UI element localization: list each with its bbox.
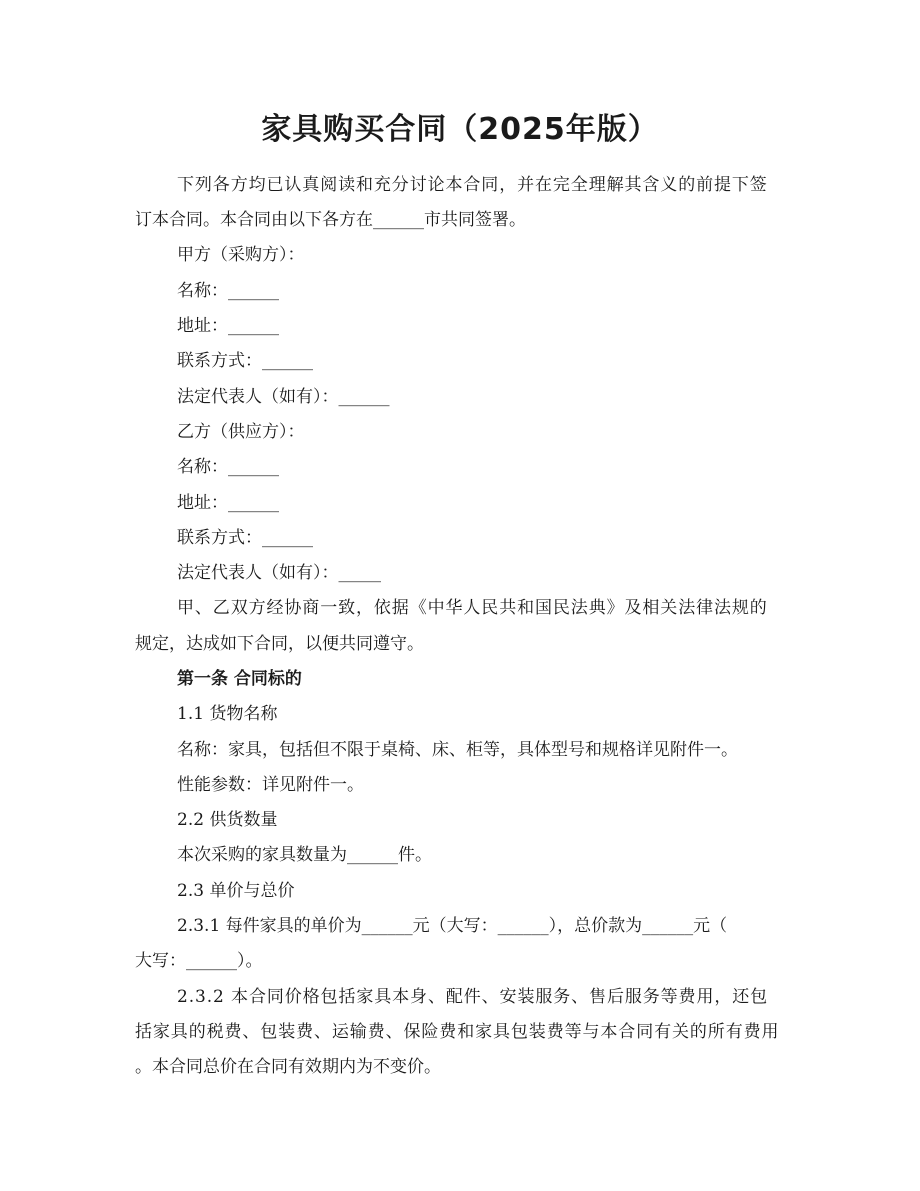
party-a-legal-rep: 法定代表人（如有）：______: [177, 387, 390, 407]
party-b-address: 地址：______: [177, 493, 279, 513]
party-b-heading: 乙方（供应方）：: [177, 422, 305, 442]
document-title: 家具购买合同（2025年版）: [261, 112, 659, 147]
party-b-name: 名称：______: [177, 457, 279, 477]
section-2-2-text: 本次采购的家具数量为______件。: [177, 845, 432, 865]
party-a-address: 地址：______: [177, 316, 279, 336]
intro-line-2: 订本合同。本合同由以下各方在______市共同签署。: [135, 210, 526, 230]
section-2-3-1-line-1: 2.3.1 每件家具的单价为______元（大写：______），总价款为______元（: [177, 916, 728, 936]
section-1-1-heading: 1.1 货物名称: [177, 704, 278, 724]
section-2-3-2-line-2: 括家具的税费、包装费、运输费、保险费和家具包装费等与本合同有关的所有费用: [135, 1022, 780, 1042]
section-2-3-1-line-2: 大写：______）。: [135, 951, 263, 971]
party-a-name: 名称：______: [177, 281, 279, 301]
party-b-legal-rep: 法定代表人（如有）：_____: [177, 563, 381, 583]
section-2-3-heading: 2.3 单价与总价: [177, 881, 295, 901]
article-1-heading: 第一条 合同标的: [177, 669, 302, 689]
party-a-heading: 甲方（采购方）：: [177, 245, 305, 265]
party-b-contact: 联系方式：______: [177, 528, 313, 548]
agreement-line-1: 甲、乙双方经协商一致，依据《中华人民共和国民法典》及相关法律法规的: [177, 598, 768, 618]
agreement-line-2: 规定，达成如下合同，以便共同遵守。: [135, 634, 424, 654]
intro-line-1: 下列各方均已认真阅读和充分讨论本合同，并在完全理解其含义的前提下签: [177, 175, 768, 195]
section-1-1-performance: 性能参数：详见附件一。: [177, 775, 364, 795]
section-2-2-heading: 2.2 供货数量: [177, 810, 278, 830]
party-a-contact: 联系方式：______: [177, 351, 313, 371]
section-1-1-name: 名称：家具，包括但不限于桌椅、床、柜等，具体型号和规格详见附件一。: [177, 740, 738, 760]
section-2-3-2-line-1: 2.3.2 本合同价格包括家具本身、配件、安装服务、售后服务等费用，还包: [177, 987, 769, 1007]
section-2-3-2-line-3: 。本合同总价在合同有效期内为不变价。: [135, 1057, 441, 1077]
